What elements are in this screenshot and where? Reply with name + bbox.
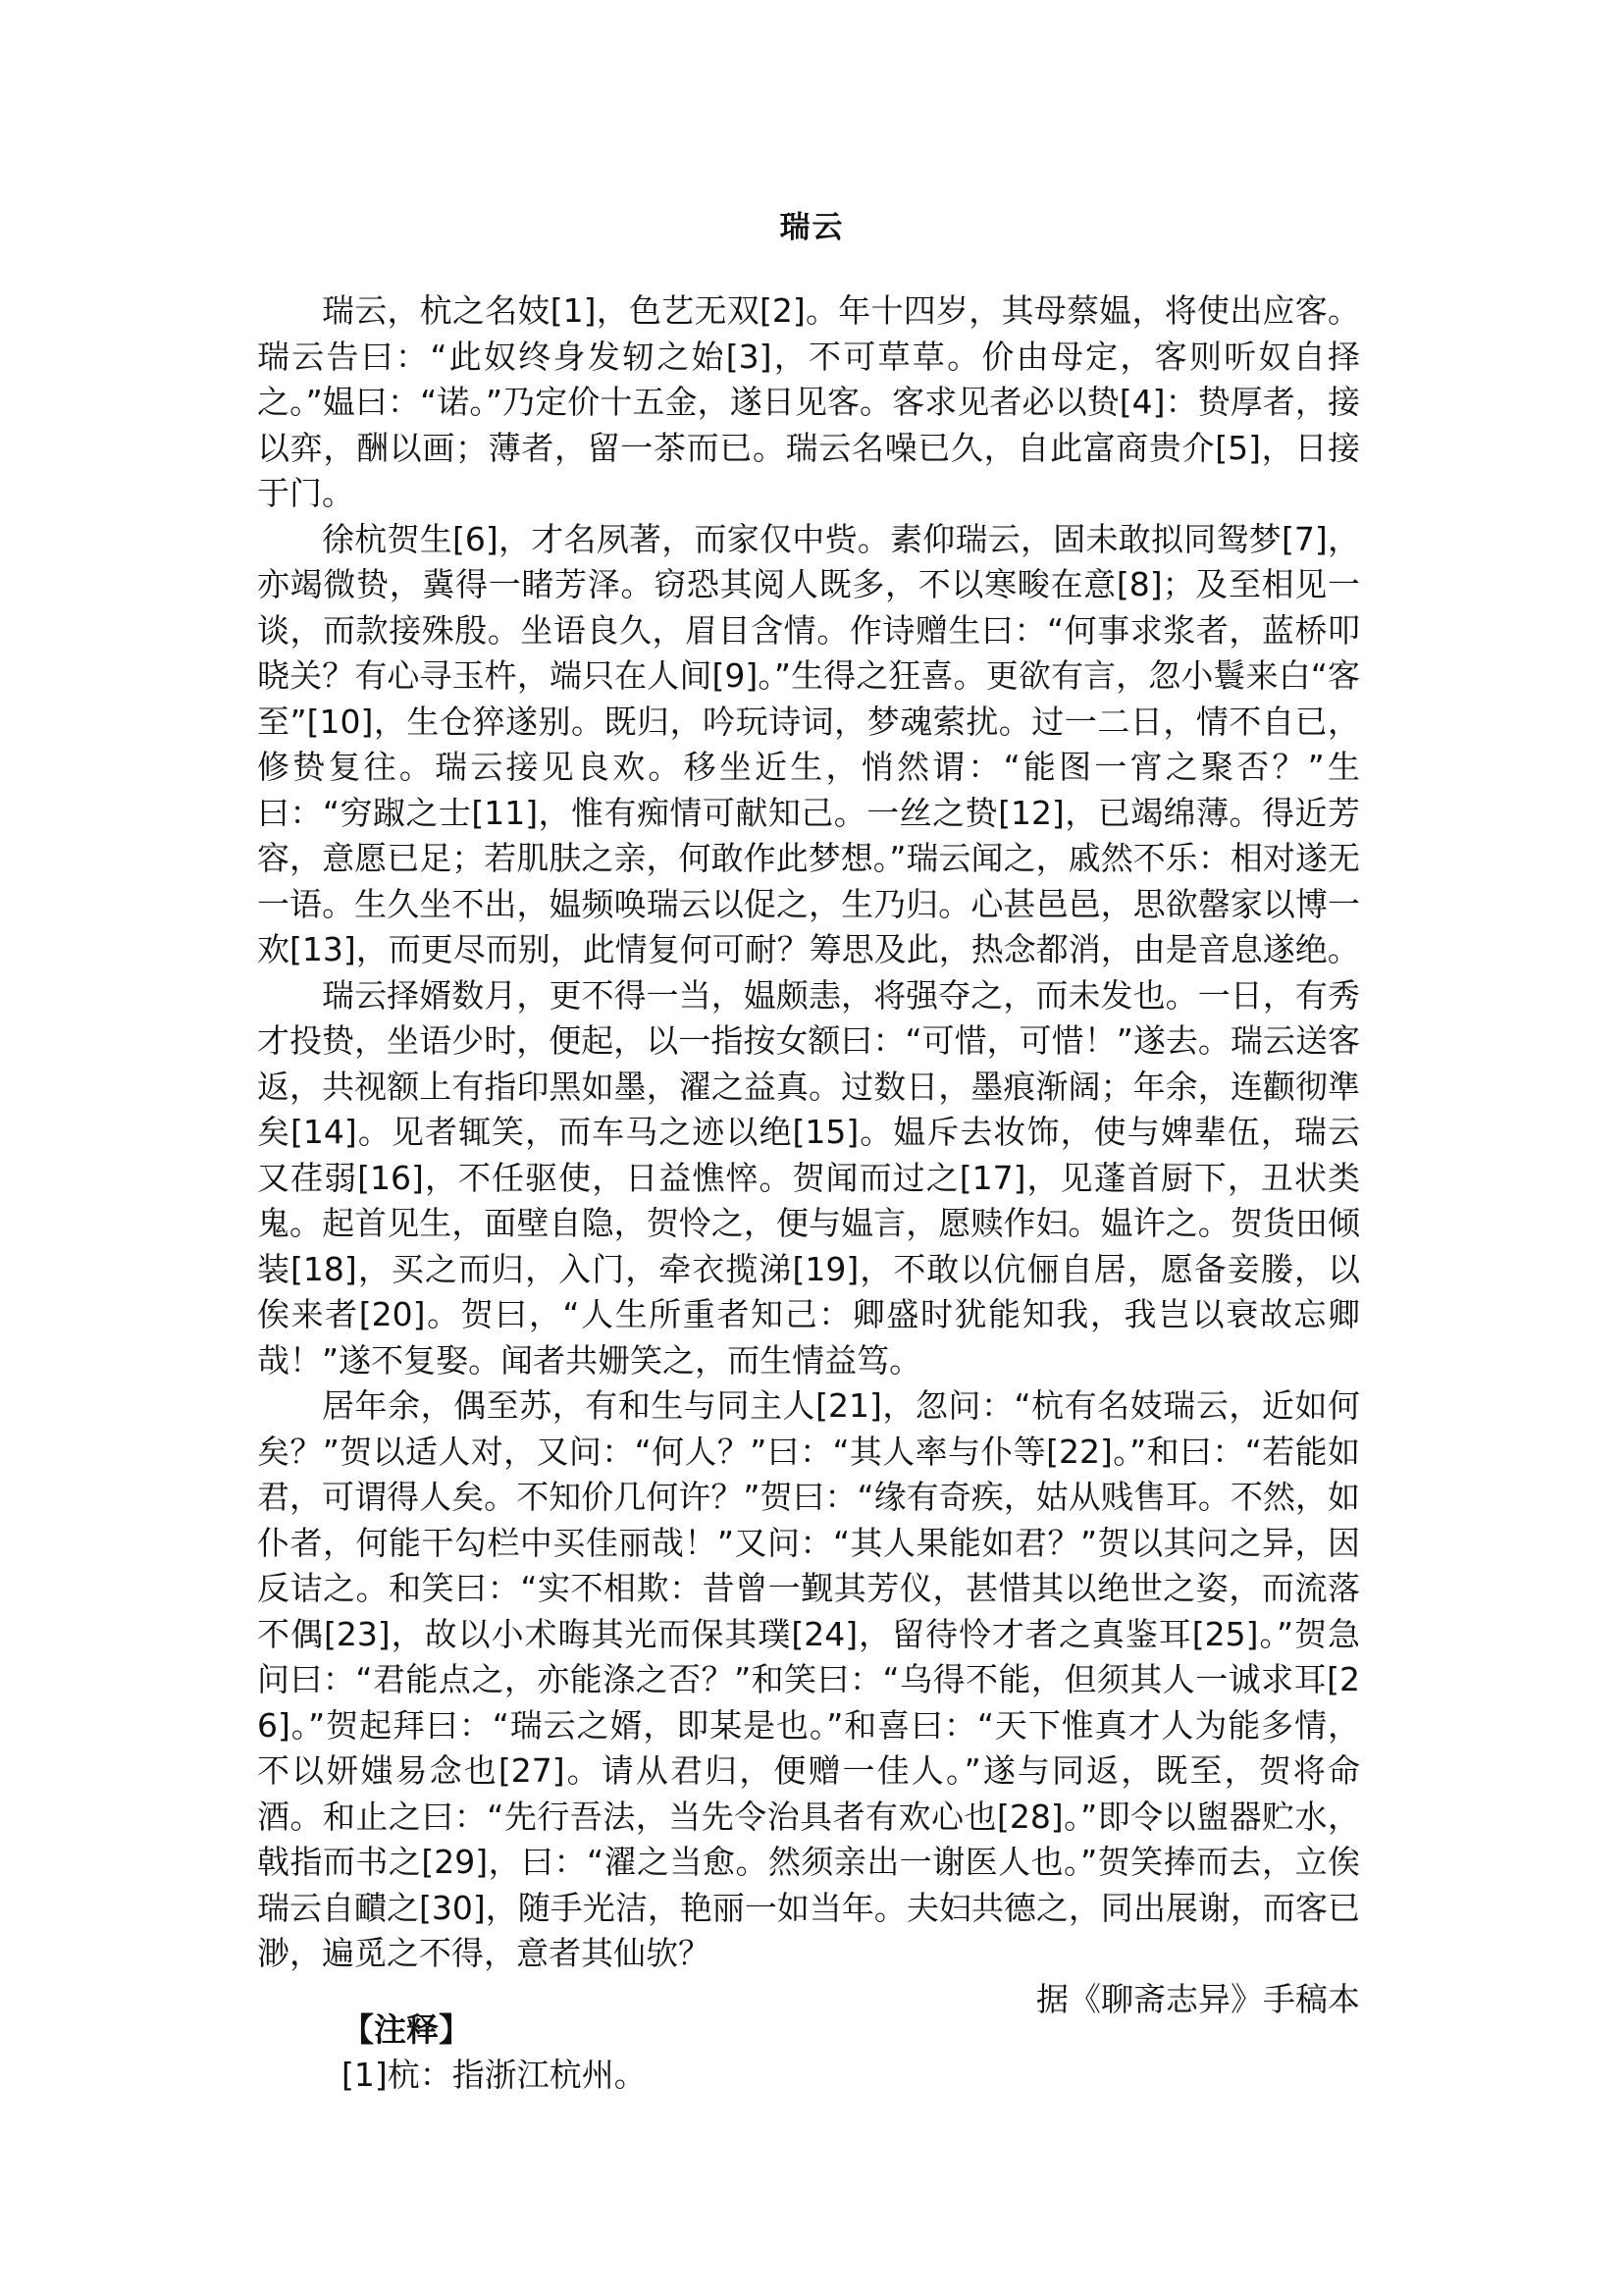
- page-title: 瑞云: [779, 210, 845, 245]
- source-citation: 据《聊斋志异》手稿本: [1036, 1979, 1360, 2018]
- note-item-1: [1]杭：指浙江杭州。: [341, 2056, 647, 2094]
- paragraph-2: 徐杭贺生[6]，才名夙著，而家仅中赀。素仰瑞云，固未敢拟同鸳梦[7]，亦竭微贽，冀得一睹芳泽。窃恐其阅人既多，不以寒畯在意[8]；及至相见一谈，而款接殊殷。坐语良久，眉目含情。作诗赠生曰：“何事求浆者，蓝桥叩晓关？有心寻玉杵，端只在人间[9]。”生得之狂喜。更欲有言，忽小鬟来白“客至”[10]，生仓猝遂别。既归，吟玩诗词，梦魂萦扰。过一二日，情不自已，修贽复往。瑞云接见良欢。移坐近生，悄然谓：“能图一宵之聚否？”生曰：“穷踧之士[11]，惟有痴情可献知己。一丝之贽[12]，已竭绵薄。得近芳容，意愿已足；若肌肤之亲，何敢作此梦想。”瑞云闻之，戚然不乐：相对遂无一语。生久坐不出，媪频唤瑞云以促之，生乃归。心甚邑邑，思欲罄家以博一欢[13]，而更尽而别，此情复何可耐？筹思及此，热念都消，由是音息遂绝。: [257, 519, 1360, 968]
- paragraph-3: 瑞云择婿数月，更不得一当，媪颇恚，将强夺之，而未发也。一日，有秀才投贽，坐语少时，便起，以一指按女额曰：“可惜，可惜！”遂去。瑞云送客返，共视额上有指印黑如墨，濯之益真。过数日，墨痕渐阔；年余，连颧彻準矣[14]。见者辄笑，而车马之迹以绝[15]。媪斥去妆饰，使与婢辈伍，瑞云又荏弱[16]，不任驱使，日益憔悴。贺闻而过之[17]，见蓬首厨下，丑状类鬼。起首见生，面壁自隐，贺怜之，便与媪言，愿赎作妇。媪许之。贺货田倾装[18]，买之而归，入门，牵衣揽涕[19]，不敢以伉俪自居，愿备妾媵，以俟来者[20]。贺曰，“人生所重者知己：卿盛时犹能知我，我岂以衰故忘卿哉！”遂不复娶。闻者共姗笑之，而生情益笃。: [257, 975, 1360, 1380]
- paragraph-1: 瑞云，杭之名妓[1]，色艺无双[2]。年十四岁，其母蔡媪，将使出应客。瑞云告曰：“此奴终身发轫之始[3]，不可草草。价由母定，客则听奴自择之。”媪曰：“诺。”乃定价十五金，遂日见客。客求见者必以贽[4]：贽厚者，接以弈，酬以画；薄者，留一茶而已。瑞云名噪已久，自此富商贵介[5]，日接于门。: [257, 291, 1360, 512]
- notes-heading: 【注释】: [341, 2010, 471, 2049]
- notes-section: [341, 2007, 1362, 2098]
- story-body: [257, 288, 1360, 2022]
- paragraph-4: 居年余，偶至苏，有和生与同主人[21]，忽问：“杭有名妓瑞云，近如何矣？”贺以适人对，又问：“何人？”曰：“其人率与仆等[22]。”和曰：“若能如君，可谓得人矣。不知价几何许？”贺曰：“缘有奇疾，姑从贱售耳。不然，如仆者，何能干勾栏中买佳丽哉！”又问：“其人果能如君？”贺以其问之异，因反诘之。和笑曰：“实不相欺：昔曾一觐其芳仪，甚惜其以绝世之姿，而流落不偶[23]，故以小术晦其光而保其璞[24]，留待怜才者之真鉴耳[25]。”贺急问曰：“君能点之，亦能涤之否？”和笑曰：“乌得不能，但须其人一诚求耳[26]。”贺起拜曰：“瑞云之婿，即某是也。”和喜曰：“天下惟真才人为能多情，不以妍媸易念也[27]。请从君归，便赠一佳人。”遂与同返，既至，贺将命酒。和止之曰：“先行吾法，当先令治具者有欢心也[28]。”即令以盥器贮水，戟指而书之[29]，曰：“濯之当愈。然须亲出一谢医人也。”贺笑捧而去，立俟瑞云自靧之[30]，随手光洁，艳丽一如当年。夫妇共德之，同出展谢，而客已渺，遍觅之不得，意者其仙欤？: [257, 1386, 1360, 1972]
